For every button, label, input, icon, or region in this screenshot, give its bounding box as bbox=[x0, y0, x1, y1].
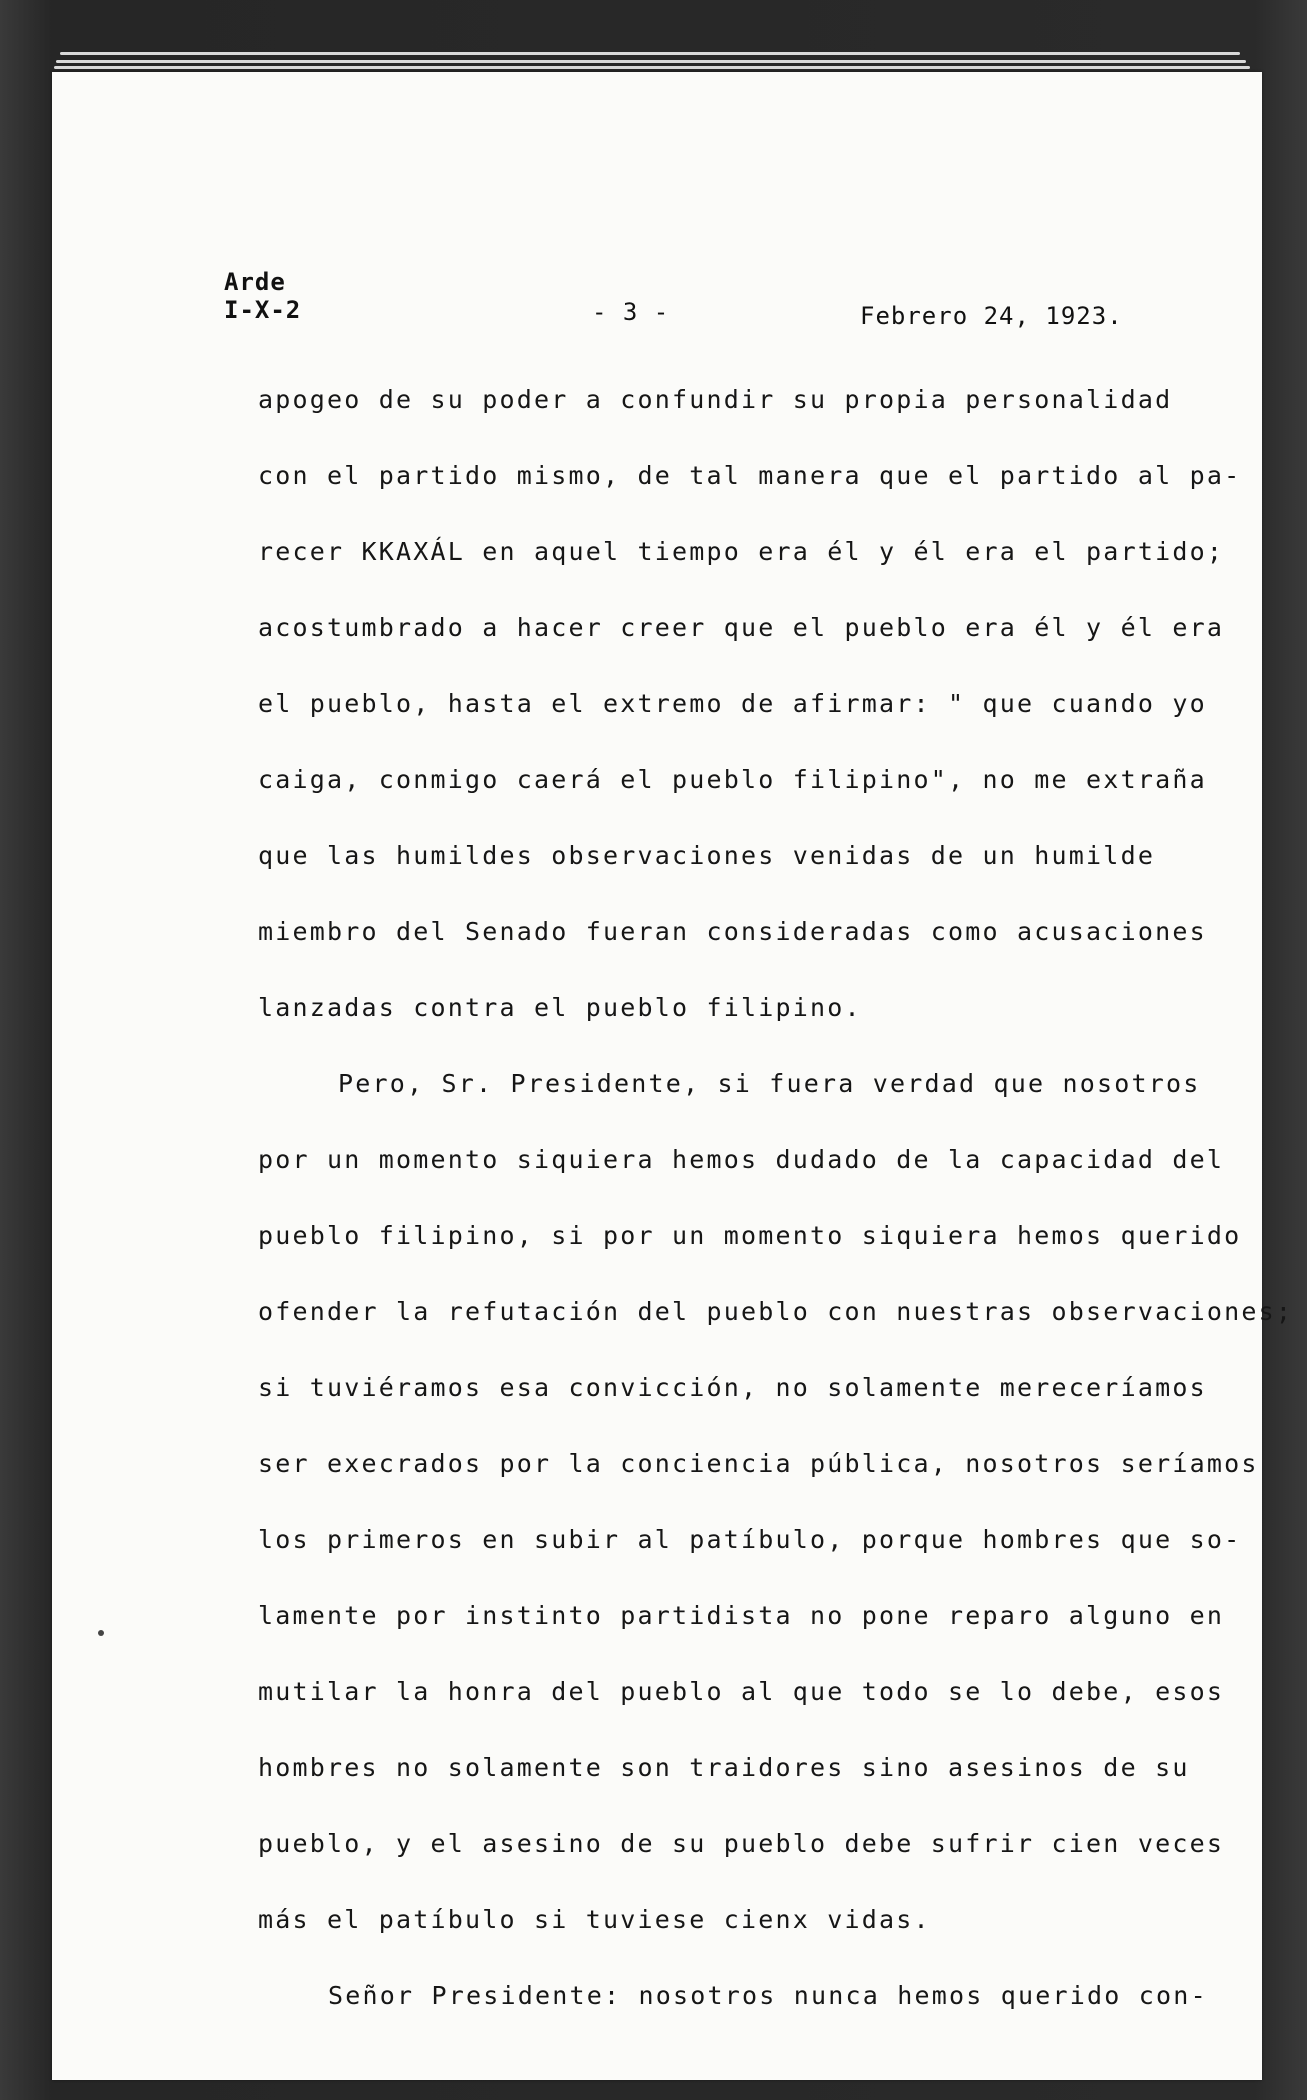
text-line: lanzadas contra el pueblo filipino. bbox=[258, 993, 862, 1022]
text-line: ser execrados por la conciencia pública, nosotros seríamos bbox=[258, 1449, 1259, 1478]
document-date: Febrero 24, 1923. bbox=[860, 302, 1123, 330]
paragraph-start-line: Señor Presidente: nosotros nunca hemos querido con- bbox=[328, 1981, 1208, 2010]
page-header bbox=[224, 268, 1124, 330]
text-line: con el partido mismo, de tal manera que el partido al pa- bbox=[258, 461, 1242, 490]
scan-speck bbox=[98, 1630, 104, 1636]
text-line: más el patíbulo si tuviese cienx vidas. bbox=[258, 1905, 931, 1934]
text-line: lamente por instinto partidista no pone reparo alguno en bbox=[258, 1601, 1225, 1630]
text-line: apogeo de su poder a confundir su propia personalidad bbox=[258, 385, 1173, 414]
code-line-1: Arde bbox=[224, 268, 286, 296]
paper-stack-edge bbox=[54, 66, 1250, 69]
paper-stack-edge bbox=[56, 60, 1246, 63]
text-line: hombres no solamente son traidores sino asesinos de su bbox=[258, 1753, 1190, 1782]
text-line: que las humildes observaciones venidas de un humilde bbox=[258, 841, 1156, 870]
text-line: por un momento siquiera hemos dudado de la capacidad del bbox=[258, 1145, 1225, 1174]
text-line: si tuviéramos esa convicción, no solamente mereceríamos bbox=[258, 1373, 1207, 1402]
code-line-2: I-X-2 bbox=[224, 296, 302, 324]
text-line: acostumbrado a hacer creer que el pueblo era él y él era bbox=[258, 613, 1225, 642]
text-line: ofender la refutación del pueblo con nuestras observaciones; bbox=[258, 1297, 1294, 1326]
page-number: - 3 - bbox=[592, 298, 670, 326]
paper-stack-edge bbox=[60, 52, 1240, 55]
text-line: los primeros en subir al patíbulo, porque hombres que so- bbox=[258, 1525, 1242, 1554]
text-line: miembro del Senado fueran consideradas como acusaciones bbox=[258, 917, 1207, 946]
text-line: caiga, conmigo caerá el pueblo filipino", no me extraña bbox=[258, 765, 1207, 794]
text-line: mutilar la honra del pueblo al que todo se lo debe, esos bbox=[258, 1677, 1225, 1706]
paragraph-start-line: Pero, Sr. Presidente, si fuera verdad que nosotros bbox=[338, 1069, 1201, 1098]
text-line: pueblo, y el asesino de su pueblo debe sufrir cien veces bbox=[258, 1829, 1225, 1858]
typed-body bbox=[258, 380, 1294, 2052]
text-line: el pueblo, hasta el extremo de afirmar: " que cuando yo bbox=[258, 689, 1207, 718]
text-line: recer KKAXÁL en aquel tiempo era él y él era el partido; bbox=[258, 537, 1225, 566]
text-line: pueblo filipino, si por un momento siquiera hemos querido bbox=[258, 1221, 1242, 1250]
